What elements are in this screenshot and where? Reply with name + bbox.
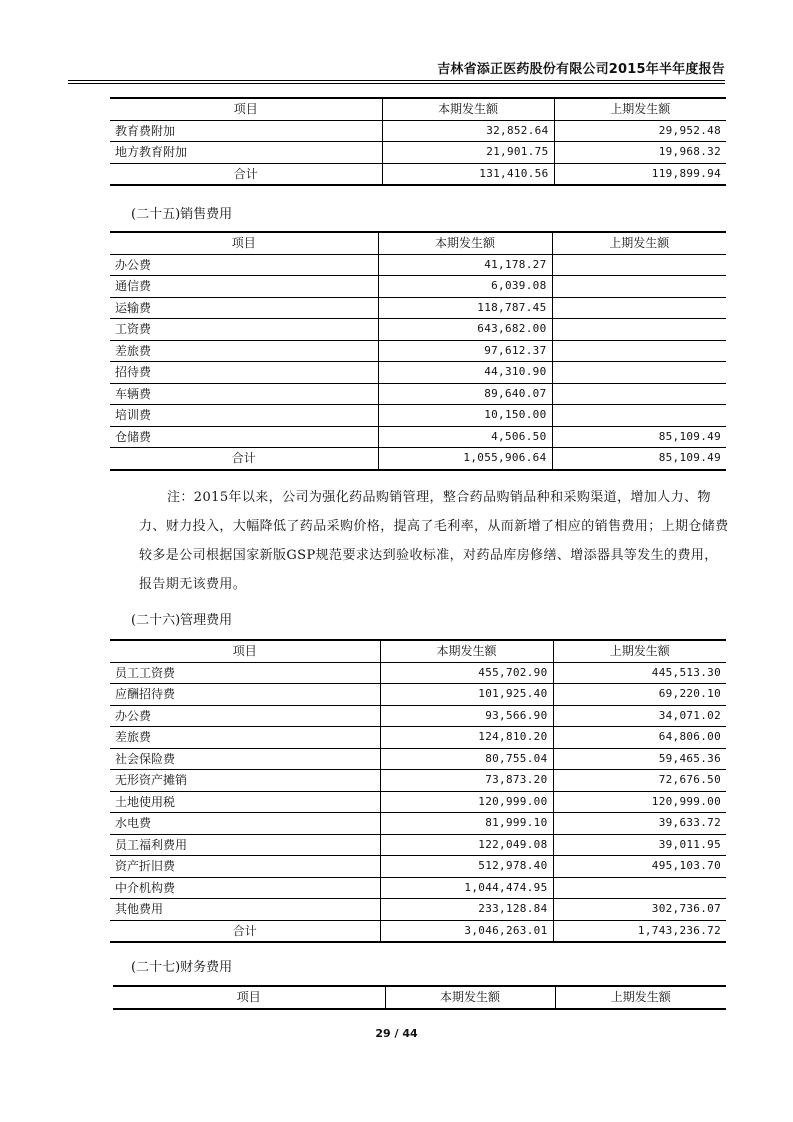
table-row bbox=[110, 319, 726, 341]
row-item: 社会保险费 bbox=[110, 748, 380, 770]
table-row bbox=[110, 877, 726, 899]
col-header-item: 项目 bbox=[110, 98, 382, 120]
row-prior: 19,968.32 bbox=[554, 142, 726, 164]
row-prior: 72,676.50 bbox=[553, 770, 726, 792]
selling-expenses-table bbox=[110, 231, 726, 471]
table-row bbox=[110, 813, 726, 835]
row-current: 1,055,906.64 bbox=[378, 448, 552, 470]
row-current: 41,178.27 bbox=[378, 254, 552, 276]
row-current: 233,128.84 bbox=[380, 899, 553, 921]
table-row bbox=[110, 426, 726, 448]
page-number: 29 / 44 bbox=[375, 1027, 418, 1040]
row-current: 512,978.40 bbox=[380, 856, 553, 878]
table-row bbox=[110, 684, 726, 706]
col-header-item: 项目 bbox=[110, 232, 378, 254]
table-row bbox=[110, 142, 726, 164]
row-prior: 302,736.07 bbox=[553, 899, 726, 921]
row-item: 合计 bbox=[110, 920, 380, 942]
col-header-current: 本期发生额 bbox=[385, 986, 555, 1009]
row-current: 93,566.90 bbox=[380, 705, 553, 727]
table-row bbox=[110, 276, 726, 298]
table-row bbox=[110, 727, 726, 749]
admin-expenses-table bbox=[110, 639, 726, 943]
row-item: 招待费 bbox=[110, 362, 378, 384]
row-item: 地方教育附加 bbox=[110, 142, 382, 164]
col-header-item: 项目 bbox=[113, 986, 385, 1009]
row-prior: 445,513.30 bbox=[553, 662, 726, 684]
row-item: 仓储费 bbox=[110, 426, 378, 448]
col-header-prior: 上期发生额 bbox=[554, 98, 726, 120]
table-row bbox=[110, 362, 726, 384]
row-item: 差旅费 bbox=[110, 340, 378, 362]
row-current: 97,612.37 bbox=[378, 340, 552, 362]
row-item: 运输费 bbox=[110, 297, 378, 319]
row-item: 土地使用税 bbox=[110, 791, 380, 813]
header-rule bbox=[68, 80, 725, 81]
table-row bbox=[110, 405, 726, 427]
col-header-prior: 上期发生额 bbox=[552, 232, 726, 254]
table-row bbox=[110, 791, 726, 813]
row-prior: 495,103.70 bbox=[553, 856, 726, 878]
section-26-title: (二十六)管理费用 bbox=[131, 613, 233, 628]
table-row bbox=[110, 383, 726, 405]
row-current: 81,999.10 bbox=[380, 813, 553, 835]
row-prior: 120,999.00 bbox=[553, 791, 726, 813]
row-item: 培训费 bbox=[110, 405, 378, 427]
row-prior: 29,952.48 bbox=[554, 120, 726, 142]
section-27-title: (二十七)财务费用 bbox=[131, 960, 233, 975]
table-row bbox=[110, 297, 726, 319]
table-total-row bbox=[110, 920, 726, 942]
table-row bbox=[110, 254, 726, 276]
row-current: 1,044,474.95 bbox=[380, 877, 553, 899]
row-prior bbox=[552, 405, 726, 427]
row-item: 水电费 bbox=[110, 813, 380, 835]
row-current: 455,702.90 bbox=[380, 662, 553, 684]
row-item: 其他费用 bbox=[110, 899, 380, 921]
row-current: 4,506.50 bbox=[378, 426, 552, 448]
table-row bbox=[110, 340, 726, 362]
row-prior bbox=[552, 340, 726, 362]
table-row bbox=[110, 834, 726, 856]
row-prior bbox=[553, 877, 726, 899]
row-prior: 59,465.36 bbox=[553, 748, 726, 770]
row-item: 办公费 bbox=[110, 705, 380, 727]
col-header-current: 本期发生额 bbox=[378, 232, 552, 254]
row-current: 124,810.20 bbox=[380, 727, 553, 749]
col-header-prior: 上期发生额 bbox=[553, 640, 726, 662]
tax-surcharge-table bbox=[110, 97, 726, 186]
row-prior bbox=[552, 362, 726, 384]
table-header-row bbox=[110, 640, 726, 662]
selling-expenses-note: 注：2015年以来，公司为强化药品购销管理，整合药品购销品种和采购渠道，增加人力、物力、财力投入，大幅降低了药品采购价格，提高了毛利率，从而新增了相应的销售费用；上期仓储费较多是公司根据国家新版GSP规范要求达到验收标准，对药品库房修缮、增添器具等发生的费用，报告期无该费用。 bbox=[139, 490, 729, 592]
finance-expenses-table bbox=[113, 985, 726, 1010]
row-current: 44,310.90 bbox=[378, 362, 552, 384]
col-header-current: 本期发生额 bbox=[380, 640, 553, 662]
row-current: 131,410.56 bbox=[382, 163, 554, 185]
row-prior: 85,109.49 bbox=[552, 448, 726, 470]
row-prior: 85,109.49 bbox=[552, 426, 726, 448]
row-current: 10,150.00 bbox=[378, 405, 552, 427]
row-item: 应酬招待费 bbox=[110, 684, 380, 706]
row-prior: 64,806.00 bbox=[553, 727, 726, 749]
row-item: 办公费 bbox=[110, 254, 378, 276]
col-header-item: 项目 bbox=[110, 640, 380, 662]
table-row bbox=[110, 662, 726, 684]
row-item: 工资费 bbox=[110, 319, 378, 341]
row-item: 无形资产摊销 bbox=[110, 770, 380, 792]
row-prior: 39,011.95 bbox=[553, 834, 726, 856]
table-row bbox=[110, 770, 726, 792]
row-item: 合计 bbox=[110, 163, 382, 185]
row-item: 员工工资费 bbox=[110, 662, 380, 684]
row-prior bbox=[552, 383, 726, 405]
row-current: 643,682.00 bbox=[378, 319, 552, 341]
row-current: 3,046,263.01 bbox=[380, 920, 553, 942]
section-25-title: (二十五)销售费用 bbox=[131, 207, 233, 222]
row-prior: 119,899.94 bbox=[554, 163, 726, 185]
table-row bbox=[110, 856, 726, 878]
table-row bbox=[110, 120, 726, 142]
row-current: 118,787.45 bbox=[378, 297, 552, 319]
row-item: 通信费 bbox=[110, 276, 378, 298]
row-current: 89,640.07 bbox=[378, 383, 552, 405]
table-row bbox=[110, 748, 726, 770]
table-header-row bbox=[110, 232, 726, 254]
row-current: 21,901.75 bbox=[382, 142, 554, 164]
row-item: 资产折旧费 bbox=[110, 856, 380, 878]
row-prior: 1,743,236.72 bbox=[553, 920, 726, 942]
col-header-current: 本期发生额 bbox=[382, 98, 554, 120]
row-prior bbox=[552, 297, 726, 319]
row-prior: 69,220.10 bbox=[553, 684, 726, 706]
row-item: 合计 bbox=[110, 448, 378, 470]
header-rule-thin bbox=[68, 83, 725, 84]
row-prior: 39,633.72 bbox=[553, 813, 726, 835]
table-total-row bbox=[110, 163, 726, 185]
row-current: 6,039.08 bbox=[378, 276, 552, 298]
row-current: 73,873.20 bbox=[380, 770, 553, 792]
row-item: 中介机构费 bbox=[110, 877, 380, 899]
row-current: 122,049.08 bbox=[380, 834, 553, 856]
report-header-title: 吉林省添正医药股份有限公司2015年半年度报告 bbox=[437, 62, 725, 77]
row-prior bbox=[552, 319, 726, 341]
row-item: 车辆费 bbox=[110, 383, 378, 405]
row-item: 教育费附加 bbox=[110, 120, 382, 142]
row-prior bbox=[552, 254, 726, 276]
row-item: 差旅费 bbox=[110, 727, 380, 749]
row-prior bbox=[552, 276, 726, 298]
table-row bbox=[110, 899, 726, 921]
row-item: 员工福利费用 bbox=[110, 834, 380, 856]
row-current: 101,925.40 bbox=[380, 684, 553, 706]
col-header-prior: 上期发生额 bbox=[555, 986, 726, 1009]
table-total-row bbox=[110, 448, 726, 470]
row-current: 80,755.04 bbox=[380, 748, 553, 770]
table-header-row bbox=[110, 98, 726, 120]
row-current: 120,999.00 bbox=[380, 791, 553, 813]
row-prior: 34,071.02 bbox=[553, 705, 726, 727]
row-current: 32,852.64 bbox=[382, 120, 554, 142]
table-row bbox=[110, 705, 726, 727]
table-header-row bbox=[113, 986, 726, 1009]
